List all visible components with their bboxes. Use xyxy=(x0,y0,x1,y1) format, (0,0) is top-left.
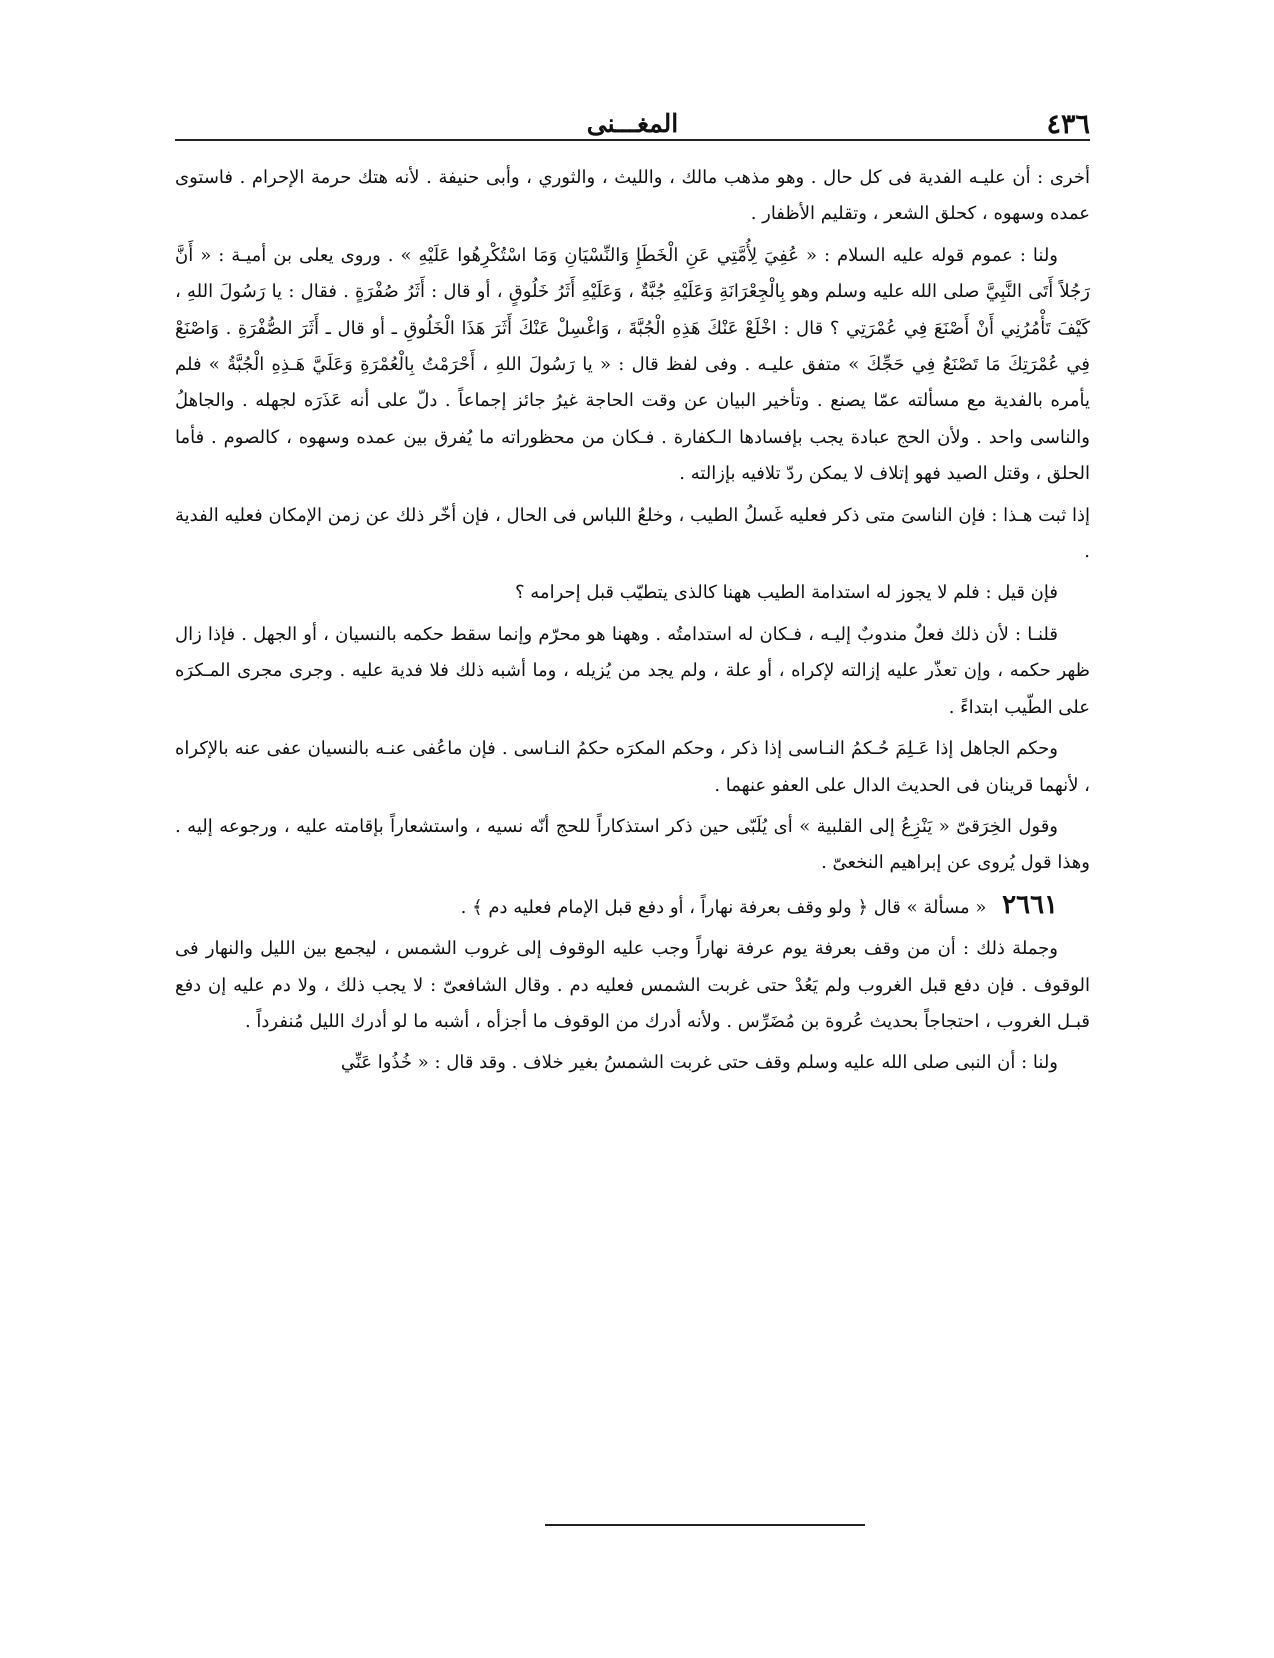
book-title: المغـــنى xyxy=(586,109,679,138)
footer-rule xyxy=(545,1524,865,1526)
paragraph: ولنا : أن النبى صلى الله عليه وسلم وقف حتى غربت الشمسُ بغير خلاف . وقد قال : « خُذُوا عَنِّي xyxy=(340,1052,1058,1074)
paragraph: وحكم الجاهل إذا عَـلِمَ حُـكمُ النـاسى إذا ذكر ، وحكم المكرَه حكمُ النـاسى . فإن ماعُفى عنـه بالنسيان عفى عنه بالإكراه ، لأنهما قرينان فى الحديث الدال على العفو عنهما . xyxy=(175,738,1090,796)
masala-heading xyxy=(175,887,1090,926)
paragraph: أخرى : أن عليـه الفدية فى كل حال . وهو مذهب مالك ، والليث ، والثوري ، وأبى حنيفة . لأنه هتك حرمة الإحرام . فاستوى عمده وسهوه ، كحلق الشعر ، وتقليم الأظفار . xyxy=(175,167,1090,225)
page-number: ٤٣٦ xyxy=(1046,109,1090,140)
header-rule xyxy=(175,139,1090,141)
paragraph: فإن قيل : فلم لا يجوز له استدامة الطيب ههنا كالذى يتطيّب قبل إحرامه ؟ xyxy=(515,582,1058,604)
masala-text: « مسألة » قال ﴿ ولو وقف بعرفة نهاراً ، أو دفع قبل الإمام فعليه دم ﴾ . xyxy=(460,896,987,918)
page-body xyxy=(175,160,1090,1087)
paragraph: إذا ثبت هـذا : فإن الناسىَ متى ذكر فعليه غَسلُ الطيب ، وخلعُ اللباس فى الحال ، فإن أخّر ذلك عن زمن الإمكان فعليه الفدية . xyxy=(175,504,1090,563)
masala-number: ٢٦٦١ xyxy=(1002,889,1058,920)
paragraph: قلنـا : لأن ذلك فعلٌ مندوبٌ إليـه ، فـكان له استدامتُه . وههنا هو محرّم وإنما سقط حكمه بالنسيان ، أو الجهل . فإذا زال ظهر حكمه ، وإن تعذّر عليه إزالته لإكراه ، أو علة ، ولم يجد من يُزيله ، وما أشبه ذلك فلا فدية عليه . وجرى مجرى المـكرَه على الطّيب ابتداءً . xyxy=(175,623,1090,718)
paragraph: ولنا : عموم قوله عليه السلام : « عُفِيَ لِأُمَّتِي عَنِ الْخَطَإِ وَالنِّسْيَانِ وَمَا اسْتُكْرِهُوا عَلَيْهِ » . وروى يعلى بن أميـة : « أَنَّ رَجُلاً أَتَى النَّبِيَّ صلى الله عليه وسلم وهو بِالْجِعْرَانَةِ وَعَلَيْهِ جُبَّةٌ ، وَعَلَيْهِ أَثَرُ خَلُوقٍ ، أو قال : أَثَرُ صُفْرَةٍ . فقال : يا رَسُولَ اللهِ ، كَيْفَ تَأْمُرُنِي أَنْ أَصْنَعَ فِي عُمْرَتِي ؟ قال : اخْلَعْ عَنْكَ هَذِهِ الْجُبَّةَ ، وَاغْسِلْ عَنْكَ أَثَرَ هَذَا الْخَلُوقِ ـ أو قال ـ أَثَرَ الصُّفْرَةِ . وَاصْنَعْ فِي عُمْرَتِكَ مَا تَصْنَعُ فِي حَجِّكَ » متفق عليـه . وفى لفظ قال : « يا رَسُولَ اللهِ ، أَحْرَمْتُ بِالْعُمْرَةِ وَعَلَيَّ هَـذِهِ الْجُبَّةُ » فلم يأمره بالفدية مع مسألته عمّا يصنع . وتأخير البيان عن وقت الحاجة غيرُ جائز إجماعاً . دلّ على أنه عَذَرَه لجهله . والجاهلُ والناسى واحد . ولأن الحج عبادة يجب بإفسادها الـكفارة . فـكان من محظوراته ما يُفرق بين عمده وسهوه ، كالصوم . فأما الحلق ، وقتل الصيد فهو إتلاف لا يمكن ردّ تلافيه بإزالته . xyxy=(175,244,1090,485)
paragraph: وجملة ذلك : أن من وقف بعرفة يوم عرفة نهاراً وجب عليه الوقوف إلى غروب الشمس ، ليجمع بين الليل والنهار فى الوقوف . فإن دفع قبل الغروب ولم يَعُدْ حتى غربت الشمس فعليه دم . وقال الشافعىّ : لا يجب ذلك ، ولا دم عليه إن دفع قبـل الغروب ، احتجاجاً بحديث عُروة بن مُضَرِّس . ولأنه أدرك من الوقوف ما أجزأه ، أشبه ما لو أدرك الليل مُنفرداً . xyxy=(175,938,1090,1032)
paragraph: وقول الخِرَقىّ « يَنْزِعُ إلى القلبية » أى يُلَبّى حين ذكر استذكاراً للحج أنّه نسيه ، واستشعاراً بإقامته عليه ، ورجوعه إليه . وهذا قول يُروى عن إبراهيم النخعىّ . xyxy=(175,815,1090,874)
page-header xyxy=(175,100,1090,140)
